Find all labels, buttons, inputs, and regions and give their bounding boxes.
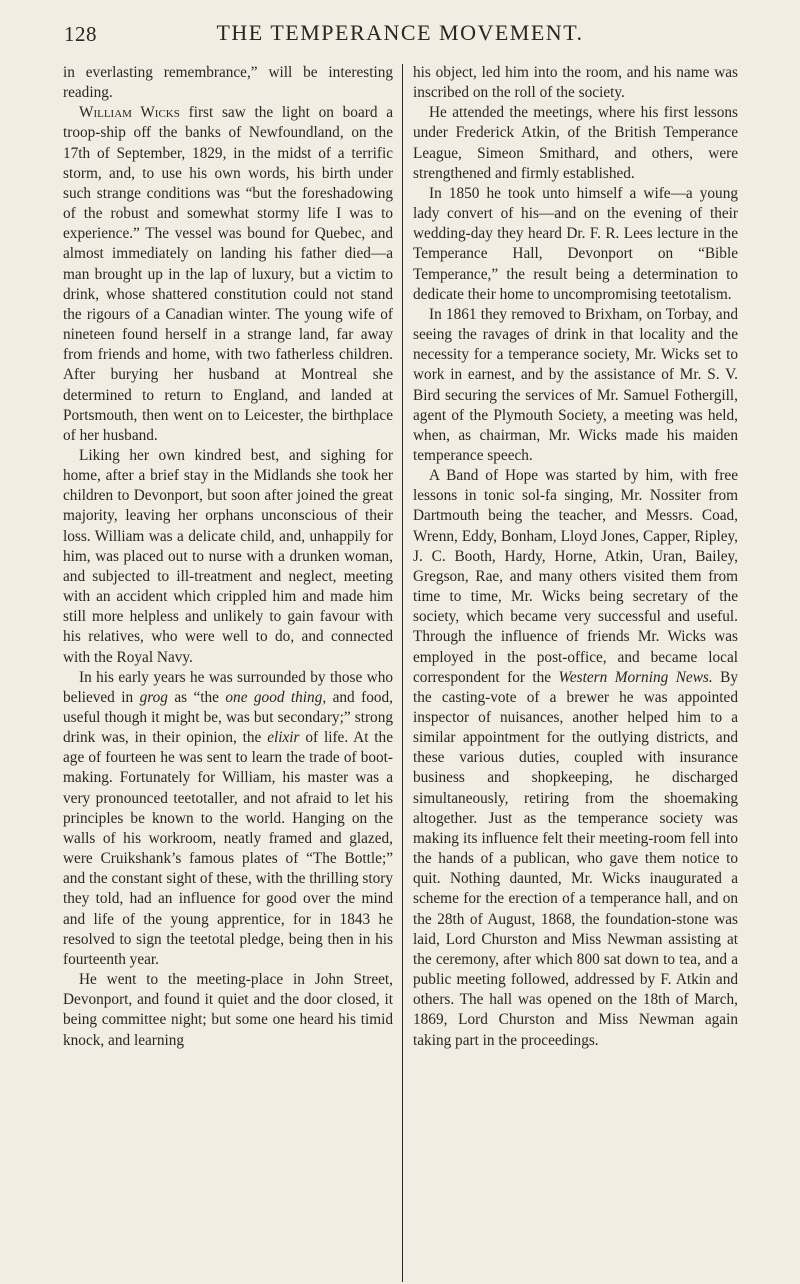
italic-term: one good thing, xyxy=(225,688,327,706)
column-divider xyxy=(402,64,403,1282)
paragraph: He attended the meetings, where his first lessons under Frederick Atkin, of the British Temperance League, Simeon Smithard, and others, were strengthened and firmly established. xyxy=(413,104,738,182)
paragraph: William Wicks first saw the light on board a troop-ship off the banks of Newfoundland, on the 17th of September, 1829, in the midst of a terrific storm, and, to use his own words, his birth under such strange conditions was “but the foreshadowing of the robust and somewhat stormy life I was to experience.” The vessel was bound for Quebec, and almost immediately on landing his father died—a man brought up in the lap of luxury, but a victim to drink, whose shattered constitution could not stand the rigours of a Canadian winter. The young wife of nineteen found herself in a strange land, far away from friends and home, with two fatherless children. After burying her husband at Montreal she determined to return to England, and landed at Portsmouth, then went on to Leicester, the birthplace of her husband. xyxy=(63,104,393,444)
page-number: 128 xyxy=(64,22,97,46)
paragraph: in everlasting remembrance,” will be interesting reading. xyxy=(63,64,393,102)
right-column xyxy=(413,63,738,1051)
paragraph: Liking her own kindred best, and sighing for home, after a brief stay in the Midlands she took her children to Devonport, but soon after joined the great majority, leaving her orphans unconscious of their loss. William was a delicate child, and, unhappily for him, was placed out to nurse with a drunken woman, and subjected to ill-treatment and neglect, meeting with an accident which crippled him and made him still more helpless and unlikely to gain favour with his relatives, who were well to do, and connected with the Royal Navy. xyxy=(63,446,393,666)
paragraph: his object, led him into the room, and his name was inscribed on the roll of the society. xyxy=(413,64,738,102)
page-header xyxy=(0,0,800,58)
italic-term: elixir xyxy=(267,729,300,747)
paragraph: He went to the meeting-place in John Street, Devonport, and found it quiet and the door closed, it being committee night; but some one heard his timid knock, and learning xyxy=(63,971,393,1049)
paragraph: In 1861 they removed to Brixham, on Torbay, and seeing the ravages of drink in that locality and the necessity for a temperance society, Mr. Wicks set to work in earnest, and by the assistance of Mr. S. V. Bird securing the services of Mr. Samuel Fothergill, agent of the Plymouth Society, a meeting was held, when, as chairman, Mr. Wicks made his maiden temperance speech. xyxy=(413,305,738,464)
running-title: THE TEMPERANCE MOVEMENT. xyxy=(216,20,584,45)
newspaper-title: Western Morning News. xyxy=(558,668,713,686)
paragraph: In 1850 he took unto himself a wife—a young lady convert of his—and on the evening of their wedding-day they heard Dr. F. R. Lees lecture in the Temperance Hall, Devonport on “Bible Temperance,” the result being a determination to dedicate their home to uncompromising teetotalism. xyxy=(413,184,738,303)
person-name: William Wicks xyxy=(79,104,180,122)
italic-term: grog xyxy=(139,688,168,706)
paragraph: A Band of Hope was started by him, with free lessons in tonic sol-fa singing, Mr. Nossiter from Dartmouth being the teacher, and Messrs. Coad, Wrenn, Eddy, Bonham, Lloyd Jones, Capper, Ripley, J. C. Booth, Hardy, Horne, Atkin, Uran, Bailey, Gregson, Rae, and many others visited them from time to time, Mr. Wicks being secretary of the society, which became very successful and useful. Through the influence of friends Mr. Wicks was employed in the post-office, and became local correspondent for the Western Morning News. By the casting-vote of a brewer he was appointed inspector of nuisances, another helped him to a similar appointment for the outlying districts, and these various duties, coupled with insurance business and shopkeeping, he discharged simultaneously, retiring from the shoemaking altogether. Just as the temperance society was making its influence felt their meeting-room fell into the hands of a publican, who gave them notice to quit. Nothing daunted, Mr. Wicks inaugurated a scheme for the erection of a temperance hall, and on the 28th of August, 1868, the foundation-stone was laid, Lord Churston and Miss Newman assisting at the ceremony, after which 800 sat down to tea, and a public meeting followed, addressed by F. Atkin and others. The hall was opened on the 18th of March, 1869, Lord Churston and Miss Newman again taking part in the proceedings. xyxy=(413,467,738,1049)
left-column xyxy=(63,63,393,1051)
paragraph: In his early years he was surrounded by those who believed in grog as “the one good thing, and food, useful though it might be, was but secondary;” strong drink was, in their opinion, the elixir of life. At the age of fourteen he was sent to learn the trade of boot-making. Fortunately for William, his master was a very pronounced teetotaller, and not afraid to let his principles be known to the world. Hanging on the walls of his workroom, neatly framed and glazed, were Cruikshank’s famous plates of “The Bottle;” and the constant sight of these, with the thrilling story they told, had an influence for good over the mind and life of the young apprentice, for in 1843 he resolved to sign the teetotal pledge, being then in his fourteenth year. xyxy=(63,668,393,968)
